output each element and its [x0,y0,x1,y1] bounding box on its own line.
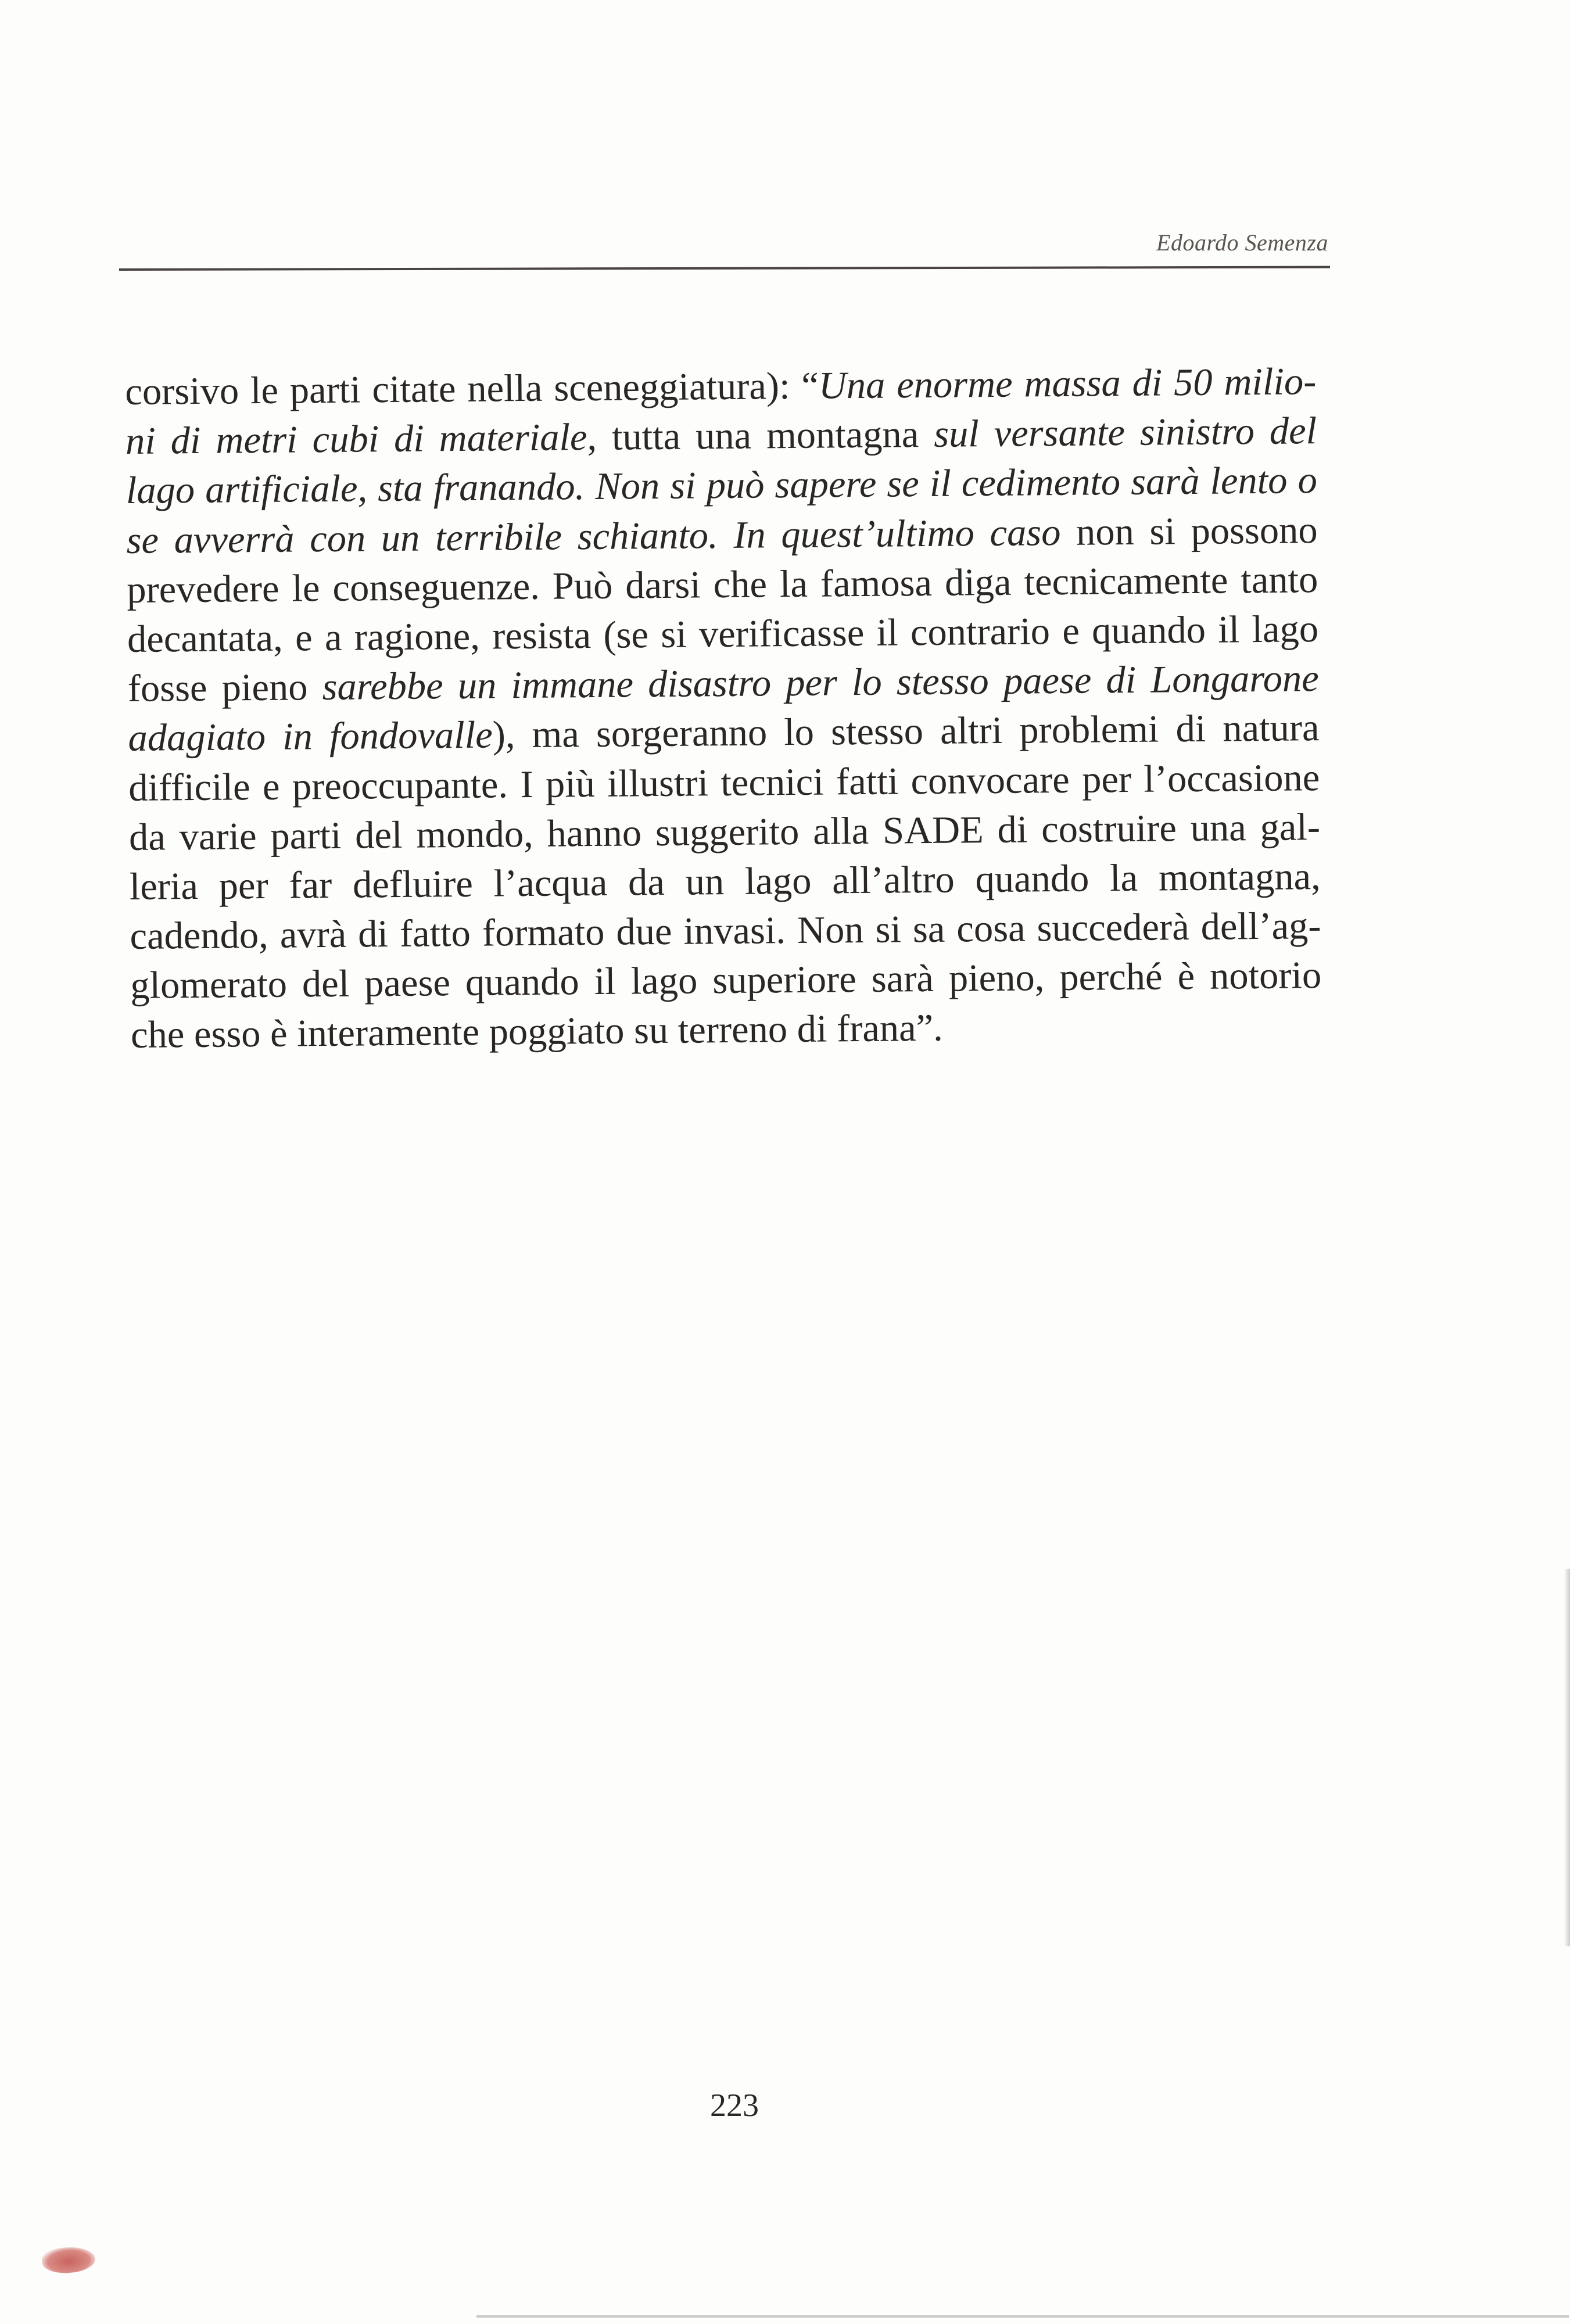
text-line [131,1000,1322,1060]
text-segment: corsivo le parti citate nella sceneggiatura): “ [125,364,819,413]
text-segment: decantata, e a ragione, resista (se si verificasse il contrario e quando il lago [127,608,1319,661]
body-paragraph [125,357,1322,1060]
text-segment: non si possono [1060,508,1318,554]
text-segment: ), ma sorgeranno lo stesso altri problemi di natura [492,706,1320,756]
text-segment: da varie parti del mondo, hanno suggerito alla SADE di costruire una gal- [128,805,1321,859]
header-rule [119,266,1330,271]
text-segment: che esso è interamente poggiato su terreno di frana”. [130,1007,944,1057]
italic-quote-segment: adagiato in fondovalle [128,713,493,760]
text-segment: prevedere le conseguenze. Può darsi che la famosa diga tecnicamente tanto [127,558,1318,611]
page-bottom-edge [476,2315,1569,2318]
running-head: Edoardo Semenza [1156,229,1328,256]
italic-quote-segment: sul versante sinistro del [933,410,1317,456]
page-edge-shadow [1564,1569,1570,1946]
text-segment: cadendo, avrà di fatto formato due invasi. Non si sa cosa succederà dell’ag- [130,905,1321,958]
italic-quote-segment: sarebbe un immane disastro per lo stesso paese di Longarone [322,657,1320,709]
text-segment: leria per far defluire l’acqua da un lago all’altro quando la montagna, [129,855,1321,908]
ink-smudge [41,2246,96,2275]
italic-quote-segment: Una enorme massa di 50 milio- [818,360,1317,407]
text-segment: fosse pieno [127,666,322,711]
text-segment: , tutta una montagna [587,413,934,459]
italic-quote-segment: se avverrà con un terribile schianto. In quest’ultimo caso [126,511,1061,562]
text-segment: difficile e preoccupante. I più illustri tecnici fatti convocare per l’occasione [128,756,1320,809]
italic-quote-segment: ni di metri cubi di materiale [125,416,587,463]
page-number: 223 [710,2088,759,2124]
italic-quote-segment: lago artificiale, sta franando. Non si può sapere se il cedimento sarà lento o [126,459,1318,512]
text-segment: glomerato del paese quando il lago superiore sarà pieno, perché è notorio [130,954,1322,1007]
